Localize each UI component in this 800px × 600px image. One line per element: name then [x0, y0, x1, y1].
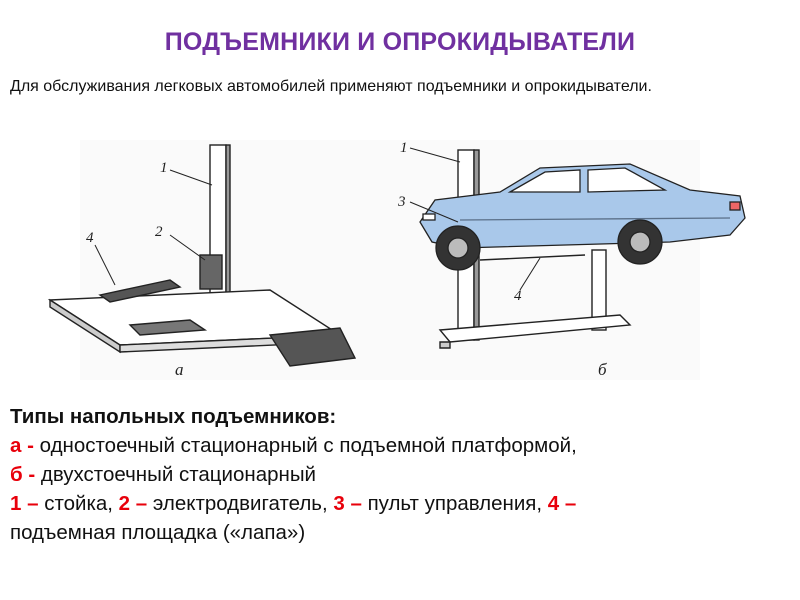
page-subtitle: Для обслуживания легковых автомобилей применяют подъемники и опрокидыватели.	[10, 78, 652, 95]
callout-3-right: 3	[398, 194, 406, 210]
legend-tail-line: подъемная площадка («лапа»)	[10, 521, 306, 544]
legend-text-2: электродвигатель,	[147, 492, 334, 515]
callout-1-left: 1	[160, 160, 168, 176]
type-a-text: одностоечный стационарный с подъемной платформой,	[33, 434, 577, 457]
caption-b: б	[598, 360, 607, 379]
type-a-key: а -	[10, 434, 34, 457]
description-block	[10, 402, 790, 547]
type-b-key: б -	[10, 463, 36, 486]
legend-key-2: 2 –	[118, 492, 148, 515]
legend-text-1: стойка,	[38, 492, 119, 515]
legend-line	[10, 489, 790, 518]
callout-2-left: 2	[155, 224, 163, 240]
lift-illustration	[40, 130, 760, 390]
motor-block	[200, 255, 222, 289]
callout-1-right: 1	[400, 140, 408, 156]
legend-key-4: 4 –	[547, 492, 577, 515]
caption-a: а	[175, 360, 184, 379]
types-heading: Типы напольных подъемников:	[10, 405, 337, 428]
callout-4-left: 4	[86, 230, 94, 246]
page-title: ПОДЪЕМНИКИ И ОПРОКИДЫВАТЕЛИ	[164, 28, 636, 56]
type-a-line	[10, 431, 790, 460]
legend-text-3: пульт управления,	[361, 492, 548, 515]
type-b-line	[10, 460, 790, 489]
legend-key-3: 3 –	[333, 492, 362, 515]
type-b-text: двухстоечный стационарный	[35, 463, 317, 486]
legend-key-1: 1 –	[10, 492, 39, 515]
callout-4-right: 4	[514, 288, 522, 304]
